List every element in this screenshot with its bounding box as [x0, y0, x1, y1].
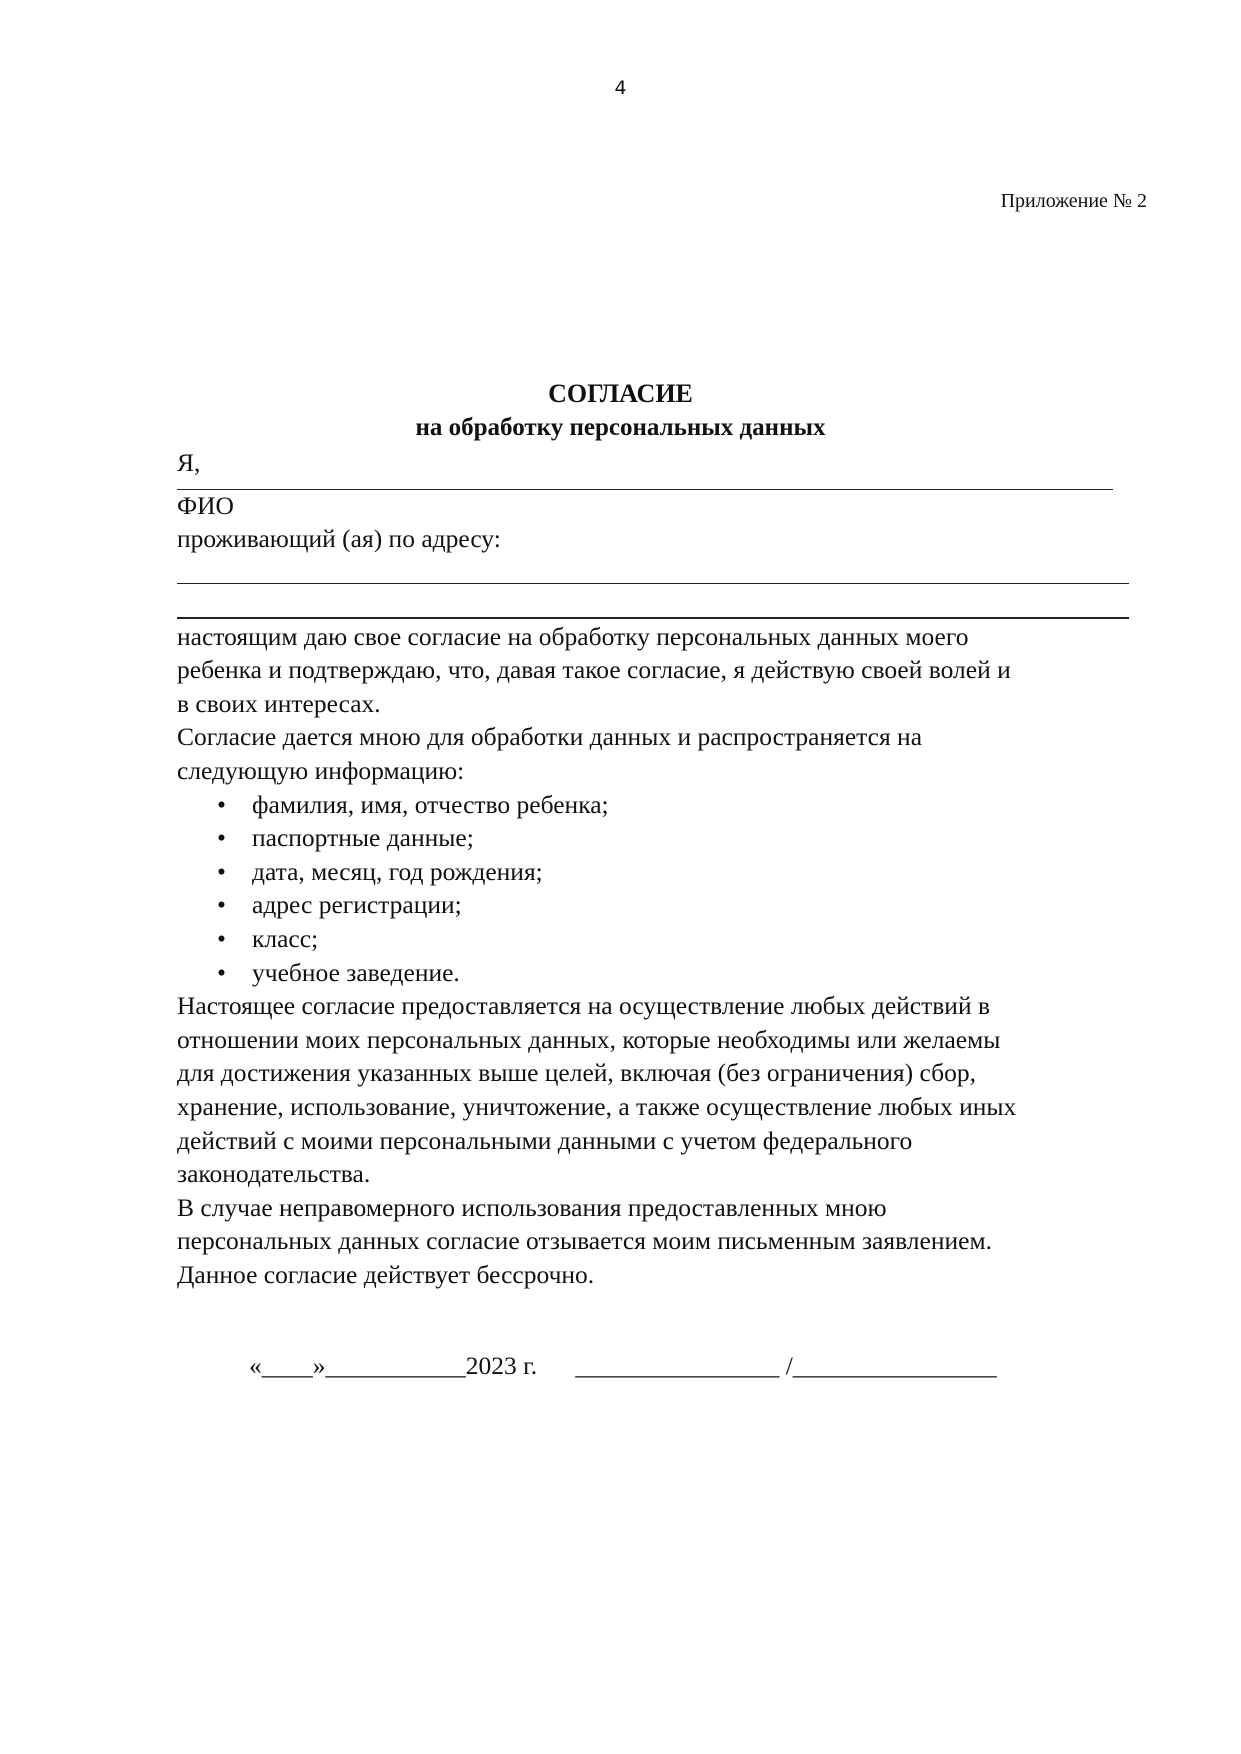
- address-blank-line-1: [177, 583, 1129, 584]
- scope-paragraph: [177, 720, 1137, 787]
- document-title: СОГЛАСИЕ: [548, 379, 693, 408]
- bullet: •: [217, 890, 226, 920]
- text-line: законодательства.: [177, 1159, 371, 1189]
- list-item: [177, 788, 1137, 822]
- text-line: следующую информацию:: [177, 756, 465, 786]
- bullet: •: [217, 924, 226, 954]
- text-line: хранение, использование, уничтожение, а также осуществление любых иных: [177, 1091, 1017, 1121]
- bullet: •: [217, 856, 226, 886]
- list-item-text: класс;: [252, 924, 319, 954]
- text-line: персональных данных согласие отзывается моим письменным заявлением.: [177, 1226, 992, 1256]
- document-body: [177, 446, 1137, 1292]
- i-label: Я,: [177, 448, 201, 477]
- page-number: 4: [614, 77, 627, 99]
- text-line: в своих интересах.: [177, 688, 381, 718]
- list-item-text: фамилия, имя, отчество ребенка;: [252, 789, 609, 819]
- address-blank-line-2: [177, 617, 1129, 618]
- consent-paragraph: [177, 620, 1137, 721]
- text-line: ребенка и подтверждаю, что, давая такое согласие, я действую своей волей и: [177, 655, 1011, 685]
- date-signature-line: «____»___________2023 г. ________________ /________________: [249, 1351, 997, 1380]
- revocation-paragraph: [177, 1191, 1137, 1292]
- list-item: [177, 888, 1137, 922]
- list-item: [177, 956, 1137, 990]
- document-subtitle: на обработку персональных данных: [415, 414, 826, 441]
- list-item-text: паспортные данные;: [252, 823, 474, 853]
- bullet: •: [217, 789, 226, 819]
- address-label: проживающий (ая) по адресу:: [177, 524, 501, 554]
- text-line: Согласие дается мною для обработки данных и распространяется на: [177, 722, 923, 752]
- bullet: •: [217, 823, 226, 853]
- list-item-text: дата, месяц, год рождения;: [252, 856, 543, 886]
- bullet: •: [217, 957, 226, 987]
- text-line: отношении моих персональных данных, которые необходимы или желаемы: [177, 1024, 1001, 1054]
- data-items-list: [177, 788, 1137, 990]
- appendix-label: Приложение № 2: [1000, 190, 1147, 212]
- list-item-text: адрес регистрации;: [252, 890, 462, 920]
- text-line: действий с моими персональными данными с учетом федерального: [177, 1125, 913, 1155]
- text-line: Настоящее согласие предоставляется на осуществление любых действий в: [177, 991, 991, 1021]
- list-item: [177, 821, 1137, 855]
- list-item: [177, 855, 1137, 889]
- text-line: для достижения указанных выше целей, включая (без ограничения) сбор,: [177, 1058, 976, 1088]
- text-line: Данное согласие действует бессрочно.: [177, 1259, 595, 1289]
- list-item: [177, 922, 1137, 956]
- fio-label: ФИО: [177, 490, 234, 520]
- text-line: В случае неправомерного использования предоставленных мною: [177, 1192, 887, 1222]
- text-line: настоящим даю свое согласие на обработку персональных данных моего: [177, 621, 969, 651]
- actions-paragraph: [177, 989, 1137, 1191]
- list-item-text: учебное заведение.: [252, 957, 460, 987]
